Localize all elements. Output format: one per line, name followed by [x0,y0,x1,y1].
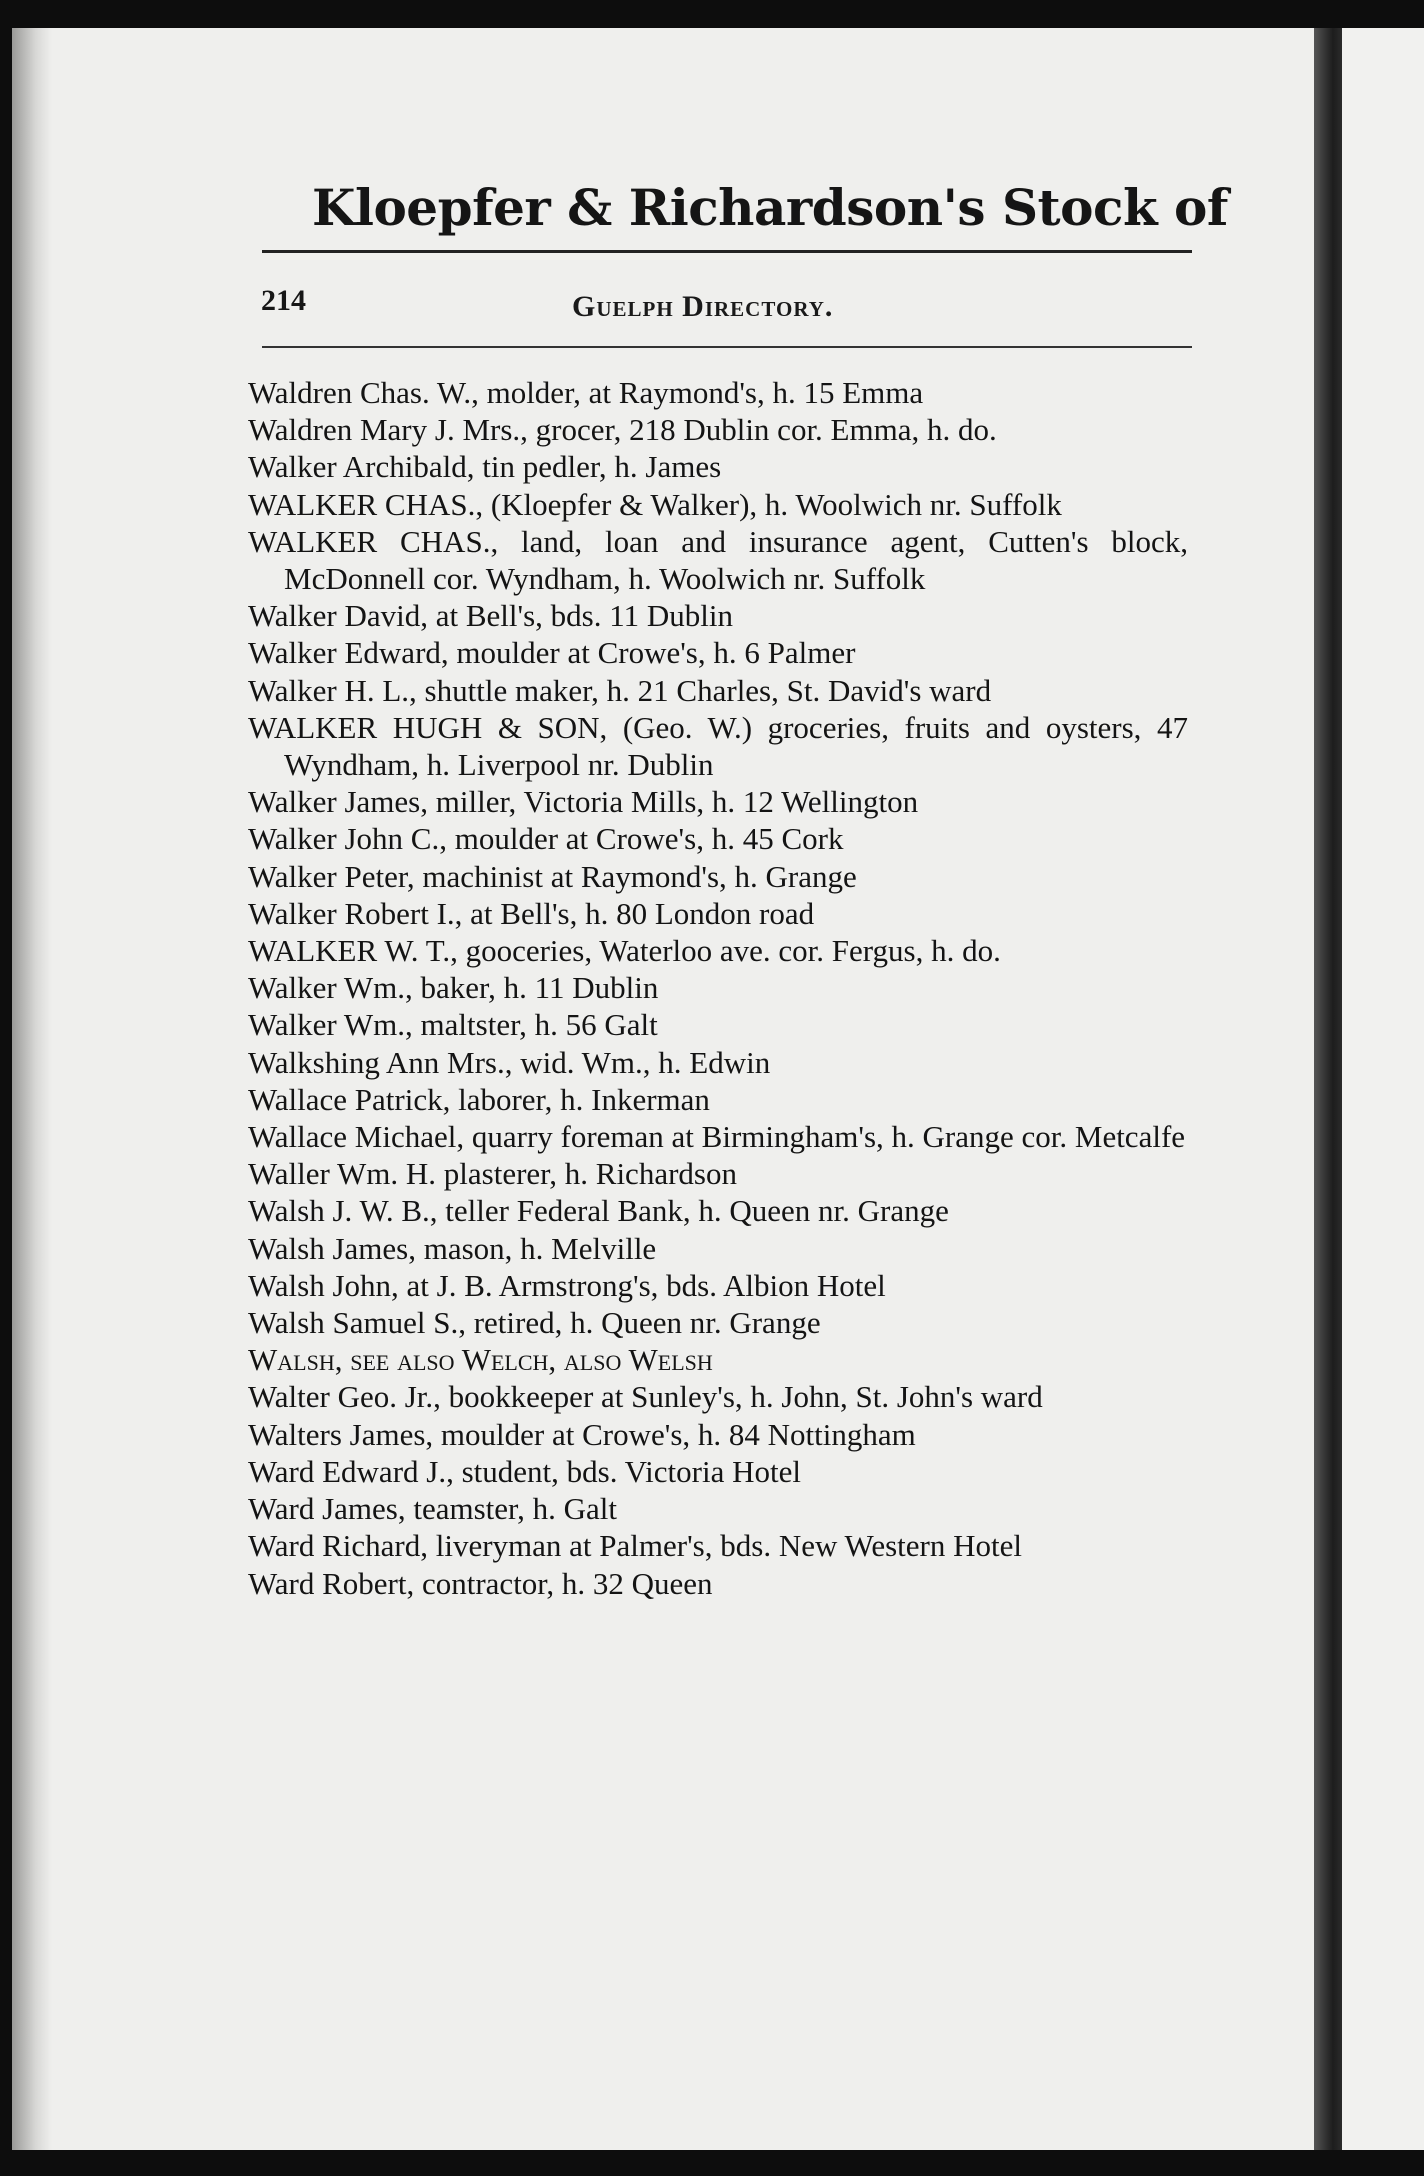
directory-entry: Walker David, at Bell's, bds. 11 Dublin [248,598,733,634]
advertisement-headline: Kloepfer & Richardson's Stock of [312,178,1228,237]
directory-entry: Walsh J. W. B., teller Federal Bank, h. Queen nr. Grange [248,1193,949,1229]
page-number: 214 [261,284,306,317]
directory-entry: Ward Edward J., student, bds. Victoria Hotel [248,1453,801,1489]
directory-entry: Walker Robert I., at Bell's, h. 80 London road [248,895,815,931]
directory-entry: Wallace Patrick, laborer, h. Inkerman [248,1081,710,1117]
directory-entry: Ward James, teamster, h. Galt [248,1491,618,1527]
directory-entry: Walter Geo. Jr., bookkeeper at Sunley's, h. John, St. John's ward [248,1379,1043,1415]
directory-entry: WALKER W. T., gooceries, Waterloo ave. cor. Fergus, h. do. [248,933,1001,969]
directory-entry: WALKER HUGH & SON, (Geo. W.) groceries, fruits and oysters, 47 Wyndham, h. Liverpool nr. Dublin [248,709,1188,783]
directory-entry: Walker John C., moulder at Crowe's, h. 45 Cork [248,821,844,857]
directory-entry: WALKER CHAS., (Kloepfer & Walker), h. Woolwich nr. Suffolk [248,486,1062,522]
directory-entry: WALKER CHAS., land, loan and insurance agent, Cutten's block, McDonnell cor. Wyndham, h. Woolwich nr. Suffolk [248,523,1188,597]
directory-entry: Walsh Samuel S., retired, h. Queen nr. Grange [248,1305,821,1341]
directory-entry: Walsh, see also Welch, also Welsh [248,1342,713,1378]
directory-entry: Walkshing Ann Mrs., wid. Wm., h. Edwin [248,1044,771,1080]
directory-entry: Walker Archibald, tin pedler, h. James [248,449,722,485]
directory-entry: Ward Richard, liveryman at Palmer's, bds. New Western Hotel [248,1528,1022,1564]
directory-entry: Walker H. L., shuttle maker, h. 21 Charles, St. David's ward [248,672,992,708]
directory-entry: Waldren Mary J. Mrs., grocer, 218 Dublin cor. Emma, h. do. [248,412,997,448]
directory-entry: Ward Robert, contractor, h. 32 Queen [248,1565,713,1601]
page-shadow [12,28,52,2150]
facing-page-edge [1340,28,1424,2150]
directory-entry: Walker Wm., maltster, h. 56 Galt [248,1007,658,1043]
directory-entry: Walker Edward, moulder at Crowe's, h. 6 Palmer [248,635,856,671]
header-rule-bottom [262,346,1192,348]
book-gutter [1314,28,1342,2150]
directory-entry: Walsh John, at J. B. Armstrong's, bds. Albion Hotel [248,1267,886,1303]
directory-entry: Waldren Chas. W., molder, at Raymond's, h. 15 Emma [248,375,924,410]
directory-entry: Walters James, moulder at Crowe's, h. 84 Nottingham [248,1416,916,1452]
directory-entry: Walsh James, mason, h. Melville [248,1230,657,1266]
directory-entry: Walker Wm., baker, h. 11 Dublin [248,970,659,1006]
directory-entries [248,374,1188,1602]
directory-entry: Wallace Michael, quarry foreman at Birmingham's, h. Grange cor. Metcalfe [248,1119,1186,1155]
directory-entry: Waller Wm. H. plasterer, h. Richardson [248,1156,737,1192]
directory-entry: Walker Peter, machinist at Raymond's, h. Grange [248,858,857,894]
running-head: Guelph Directory. [572,290,834,323]
header-rule-top [262,250,1192,253]
directory-entry: Walker James, miller, Victoria Mills, h. 12 Wellington [248,784,919,820]
directory-page [12,28,1342,2150]
